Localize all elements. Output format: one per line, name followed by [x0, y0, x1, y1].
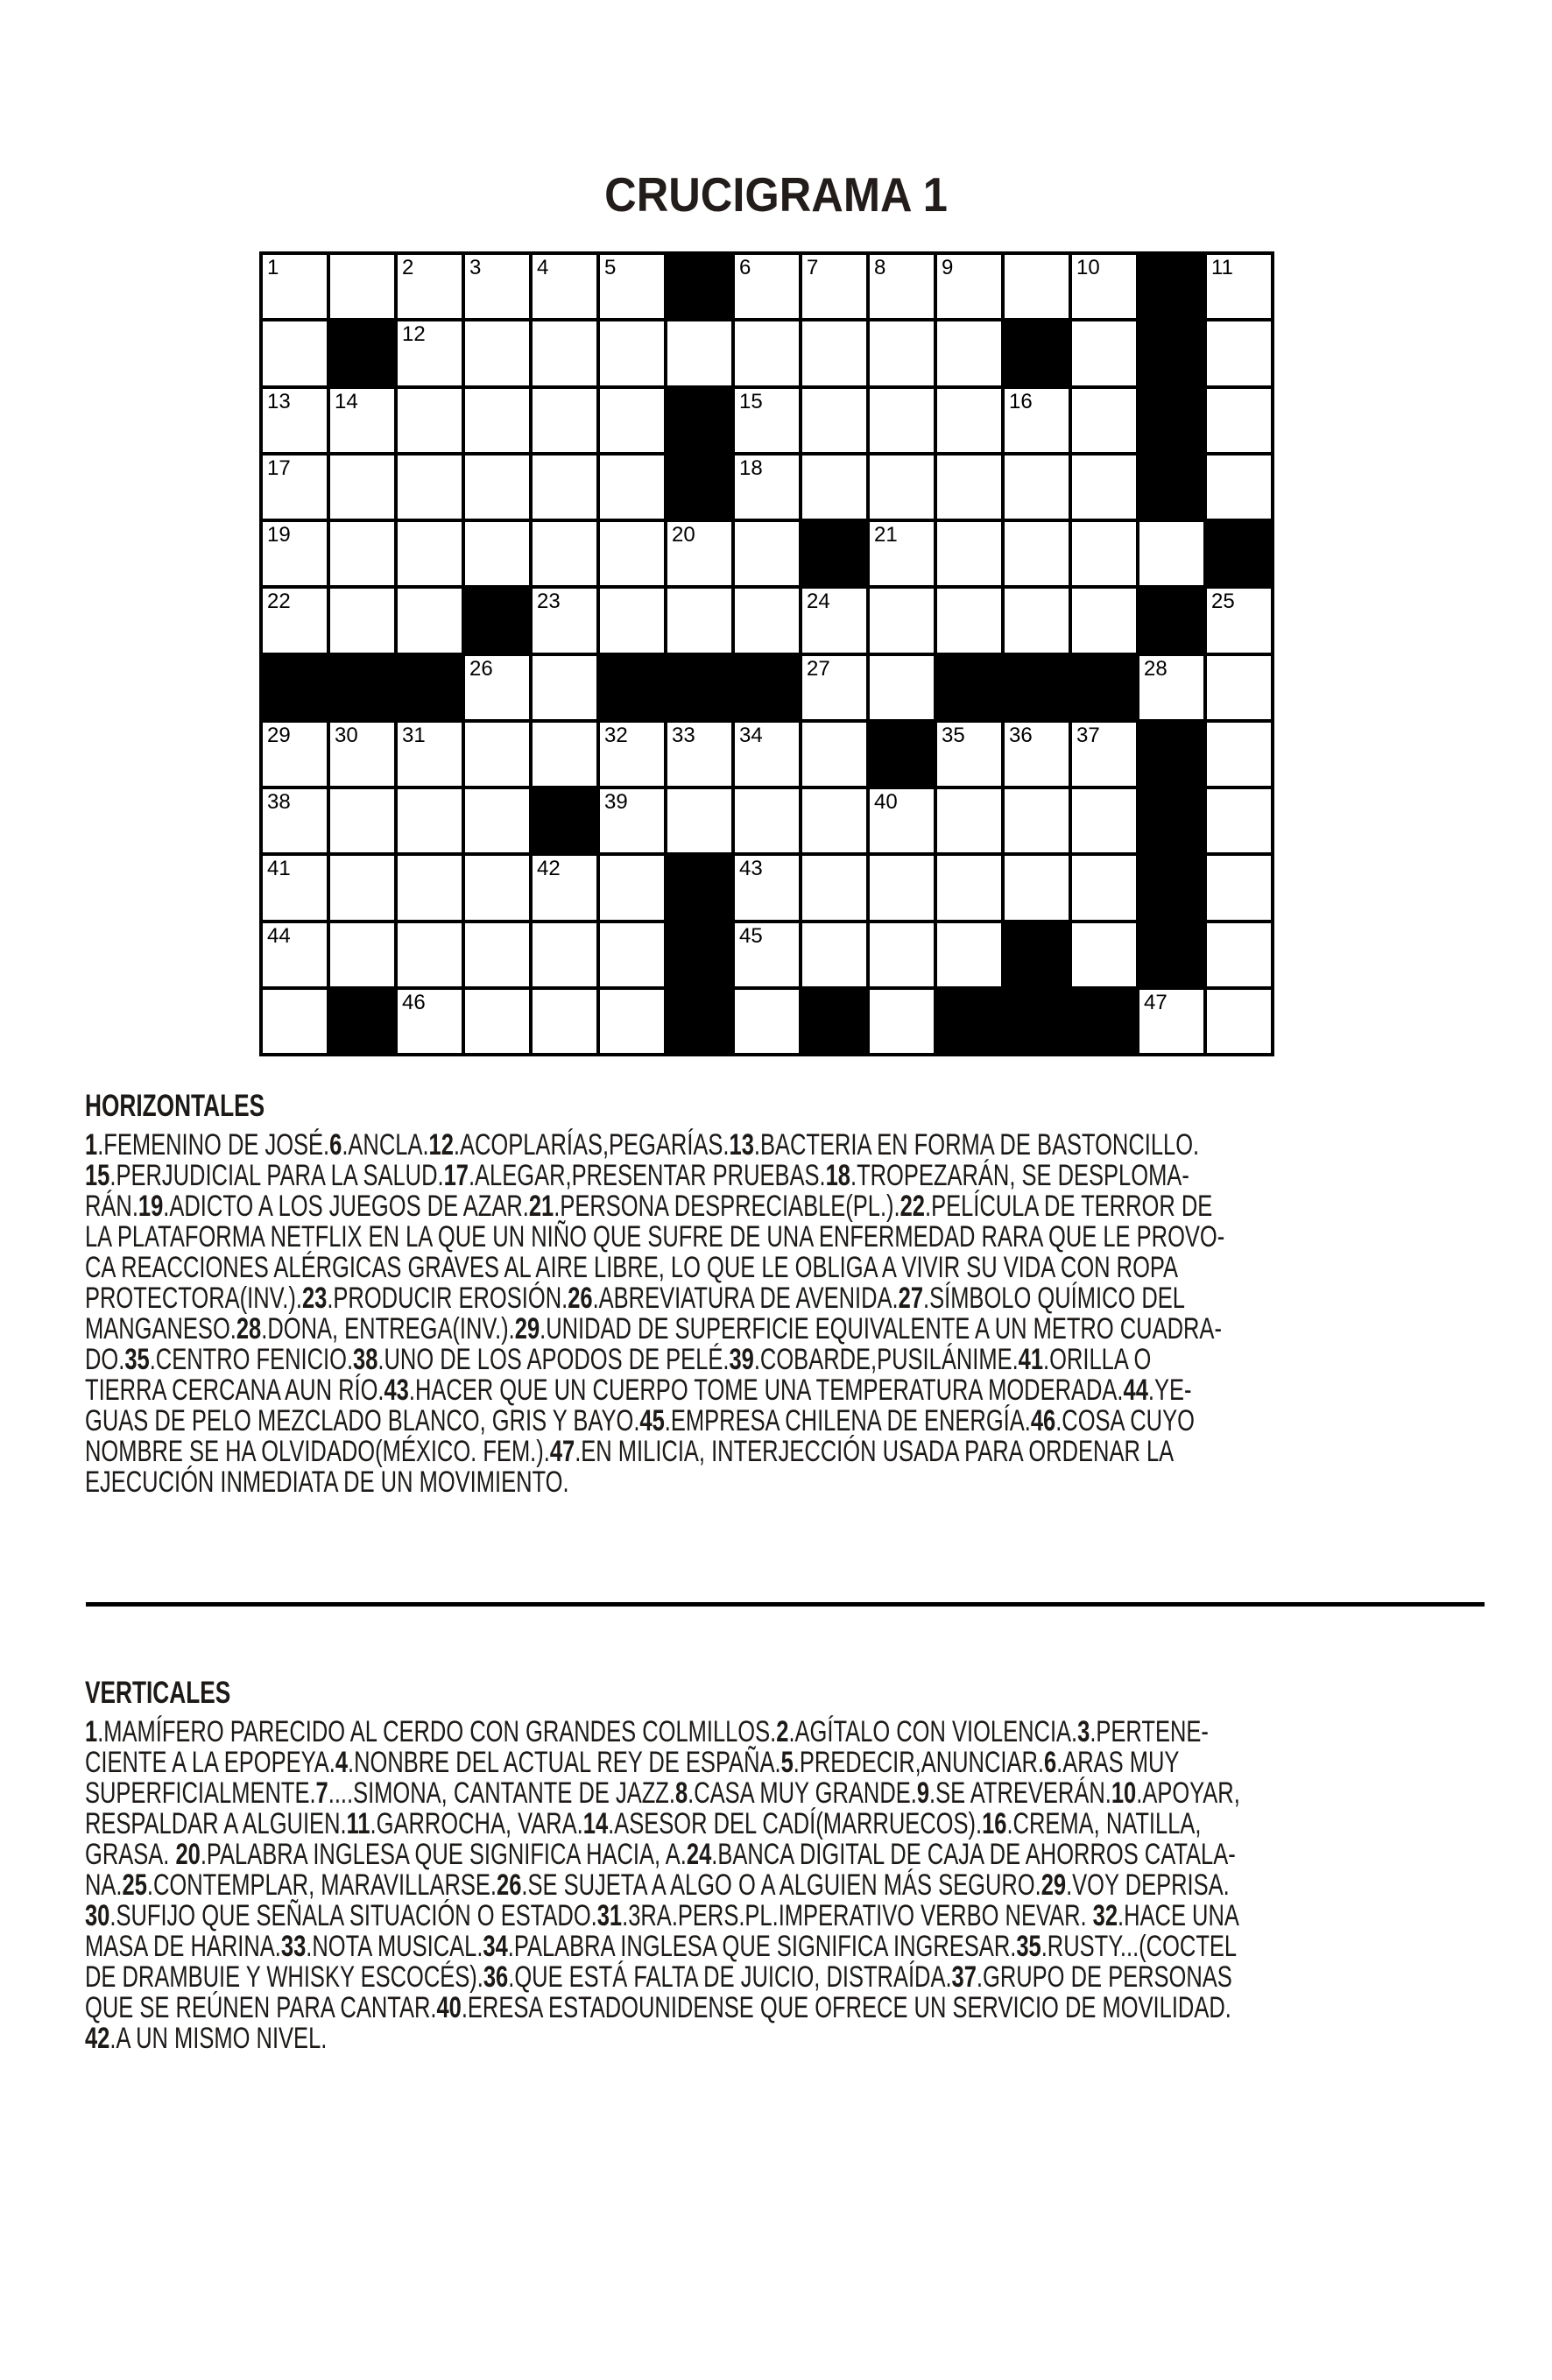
- grid-cell[interactable]: [870, 589, 934, 652]
- clue-number: 2: [402, 256, 414, 279]
- black-cell: [667, 255, 731, 318]
- grid-cell[interactable]: [330, 389, 394, 452]
- clue-number: 25: [1211, 590, 1235, 614]
- clue-number: 17: [267, 456, 291, 480]
- grid-cell[interactable]: [1005, 589, 1069, 652]
- grid-cell[interactable]: [1207, 389, 1271, 452]
- grid-cell[interactable]: [398, 389, 462, 452]
- black-cell: [1139, 255, 1203, 318]
- verticales-clues: 1.MAMÍFERO PARECIDO AL CERDO CON GRANDES COLMILLOS.2.AGÍTALO CON VIOLENCIA.3.PERTENE- CIENTE A LA EPOPEYA.4.NONBRE DEL ACTUAL REY DE ESPAÑA.5.PREDECIR,ANUNCIAR.6.ARAS MUY SUPERFICIALMENTE.7....SIMONA, CANTANTE DE JAZZ.8.CASA MUY GRANDE.9.SE ATREVERÁN.10.APOYAR, RESPALDAR A ALGUIEN.11.GARROCHA, VARA.14.ASESOR DEL CADÍ(MARRUECOS).16.CREMA, NATILLA, GRASA. 20.PALABRA INGLESA QUE SIGNIFICA HACIA, A.24.BANCA DIGITAL DE CAJA DE AHORROS CATALA- NA.25.CONTEMPLAR, MARAVILLARSE.26.SE SUJETA A ALGO O A ALGUIEN MÁS SEGURO.29.VOY DEPRISA. 30.SUFIJO QUE SEÑALA SITUACIÓN O ESTADO.31.3RA.PERS.PL.IMPERATIVO VERBO NEVAR. 32.HACE UNA MASA DE HARINA.33.NOTA MUSICAL.34.PALABRA INGLESA QUE SIGNIFICA INGRESAR.35.RUSTY...(COCTEL DE DRAMBUIE Y WHISKY ESCOCÉS).36.QUE ESTÁ FALTA DE JUICIO, DISTRAÍDA.37.GRUPO DE PERSONAS QUE SE REÚNEN PARA CANTAR.40.ERESA ESTADOUNIDENSE QUE OFRECE UN SERVICIO DE MOVILIDAD. 42.A UN MISMO NIVEL.: [85, 1715, 1240, 2055]
- clue-number: 14: [335, 389, 358, 413]
- grid-cell[interactable]: [465, 522, 529, 585]
- clue-number: 19: [267, 523, 291, 547]
- grid-cell[interactable]: [465, 389, 529, 452]
- black-cell: [330, 990, 394, 1053]
- grid-cell[interactable]: [330, 255, 394, 318]
- grid-cell[interactable]: [1072, 522, 1136, 585]
- grid-cell[interactable]: [937, 923, 1001, 986]
- grid-cell[interactable]: [1072, 456, 1136, 519]
- grid-cell[interactable]: [937, 589, 1001, 652]
- grid-cell[interactable]: [533, 856, 596, 919]
- black-cell: [533, 789, 596, 852]
- grid-cell[interactable]: [667, 589, 731, 652]
- clue-number: 8: [874, 256, 886, 279]
- grid-cell[interactable]: [735, 923, 799, 986]
- grid-cell[interactable]: [1072, 321, 1136, 385]
- grid-cell[interactable]: [600, 856, 664, 919]
- grid-cell[interactable]: [1005, 456, 1069, 519]
- grid-cell[interactable]: [398, 321, 462, 385]
- grid-cell[interactable]: [465, 723, 529, 786]
- grid-cell[interactable]: [398, 255, 462, 318]
- grid-cell[interactable]: [1005, 255, 1069, 318]
- clue-number: 47: [1144, 990, 1168, 1014]
- black-cell: [1139, 321, 1203, 385]
- grid-cell[interactable]: [465, 321, 529, 385]
- grid-cell[interactable]: [465, 990, 529, 1053]
- black-cell: [802, 522, 866, 585]
- grid-cell[interactable]: [398, 522, 462, 585]
- grid-cell[interactable]: [263, 389, 327, 452]
- black-cell: [1139, 589, 1203, 652]
- grid-cell[interactable]: [802, 723, 866, 786]
- grid-cell[interactable]: [533, 255, 596, 318]
- grid-cell[interactable]: [533, 923, 596, 986]
- black-cell: [667, 923, 731, 986]
- clue-number: 26: [469, 656, 493, 681]
- section-divider: [86, 1602, 1485, 1607]
- clue-number: 4: [537, 256, 549, 279]
- grid-cell[interactable]: [600, 389, 664, 452]
- grid-cell[interactable]: [263, 589, 327, 652]
- grid-cell[interactable]: [533, 389, 596, 452]
- horizontales-heading: HORIZONTALES: [85, 1089, 265, 1123]
- black-cell: [1139, 456, 1203, 519]
- clue-number: 35: [942, 723, 965, 747]
- verticales-heading: VERTICALES: [85, 1676, 231, 1710]
- grid-cell[interactable]: [600, 255, 664, 318]
- grid-cell[interactable]: [1207, 321, 1271, 385]
- grid-cell[interactable]: [600, 789, 664, 852]
- black-cell: [667, 990, 731, 1053]
- black-cell: [1005, 990, 1069, 1053]
- grid-cell[interactable]: [1207, 723, 1271, 786]
- grid-cell[interactable]: [465, 456, 529, 519]
- grid-cell[interactable]: [263, 456, 327, 519]
- grid-cell[interactable]: [465, 856, 529, 919]
- grid-cell[interactable]: [802, 789, 866, 852]
- clue-number: 15: [739, 389, 763, 413]
- clue-number: 44: [267, 923, 291, 948]
- grid-cell[interactable]: [533, 990, 596, 1053]
- black-cell: [263, 656, 327, 719]
- black-cell: [398, 656, 462, 719]
- black-cell: [1139, 923, 1203, 986]
- grid-cell[interactable]: [870, 389, 934, 452]
- clue-number: 43: [739, 857, 763, 881]
- black-cell: [1072, 656, 1136, 719]
- grid-cell[interactable]: [1005, 522, 1069, 585]
- grid-cell[interactable]: [937, 321, 1001, 385]
- grid-cell[interactable]: [870, 522, 934, 585]
- grid-cell[interactable]: [1207, 255, 1271, 318]
- grid-cell[interactable]: [735, 522, 799, 585]
- grid-cell[interactable]: [330, 723, 394, 786]
- grid-cell[interactable]: [802, 321, 866, 385]
- grid-cell[interactable]: [802, 456, 866, 519]
- grid-cell[interactable]: [533, 589, 596, 652]
- grid-cell[interactable]: [263, 923, 327, 986]
- grid-cell[interactable]: [398, 923, 462, 986]
- grid-cell[interactable]: [263, 990, 327, 1053]
- grid-cell[interactable]: [937, 723, 1001, 786]
- grid-cell[interactable]: [465, 923, 529, 986]
- clue-number: 37: [1076, 723, 1100, 747]
- grid-cell[interactable]: [667, 321, 731, 385]
- grid-cell[interactable]: [937, 389, 1001, 452]
- grid-cell[interactable]: [870, 321, 934, 385]
- grid-cell[interactable]: [870, 923, 934, 986]
- grid-cell[interactable]: [1207, 656, 1271, 719]
- page-title: CRUCIGRAMA 1: [604, 167, 948, 222]
- black-cell: [735, 656, 799, 719]
- grid-cell[interactable]: [1005, 723, 1069, 786]
- grid-cell[interactable]: [802, 856, 866, 919]
- grid-cell[interactable]: [330, 789, 394, 852]
- black-cell: [1005, 656, 1069, 719]
- grid-cell[interactable]: [937, 456, 1001, 519]
- grid-cell[interactable]: [263, 321, 327, 385]
- grid-cell[interactable]: [870, 789, 934, 852]
- grid-cell[interactable]: [1207, 990, 1271, 1053]
- grid-cell[interactable]: [600, 723, 664, 786]
- grid-cell[interactable]: [937, 255, 1001, 318]
- grid-cell[interactable]: [735, 990, 799, 1053]
- clue-number: 3: [469, 256, 482, 279]
- grid-cell[interactable]: [600, 923, 664, 986]
- clue-number: 5: [604, 256, 617, 279]
- clue-number: 39: [604, 790, 628, 814]
- black-cell: [1139, 789, 1203, 852]
- grid-cell[interactable]: [533, 522, 596, 585]
- grid-cell[interactable]: [735, 723, 799, 786]
- black-cell: [1139, 856, 1203, 919]
- clue-number: 29: [267, 723, 291, 747]
- clue-number: 32: [604, 723, 628, 747]
- grid-cell[interactable]: [802, 389, 866, 452]
- clue-number: 23: [537, 590, 561, 614]
- clue-number: 41: [267, 857, 291, 881]
- clue-number: 33: [672, 723, 695, 747]
- clue-number: 20: [672, 523, 695, 547]
- black-cell: [667, 456, 731, 519]
- grid-cell[interactable]: [937, 856, 1001, 919]
- grid-cell[interactable]: [802, 923, 866, 986]
- grid-cell[interactable]: [735, 389, 799, 452]
- grid-cell[interactable]: [533, 723, 596, 786]
- clue-number: 9: [942, 256, 954, 279]
- grid-cell[interactable]: [398, 789, 462, 852]
- grid-cell[interactable]: [330, 456, 394, 519]
- grid-cell[interactable]: [870, 255, 934, 318]
- grid-cell[interactable]: [802, 656, 866, 719]
- clue-number: 16: [1009, 389, 1033, 413]
- grid-cell[interactable]: [1072, 589, 1136, 652]
- grid-cell[interactable]: [263, 255, 327, 318]
- clue-number: 42: [537, 857, 561, 881]
- grid-cell[interactable]: [465, 255, 529, 318]
- grid-cell[interactable]: [533, 456, 596, 519]
- clue-number: 46: [402, 990, 426, 1014]
- grid-cell[interactable]: [802, 589, 866, 652]
- clue-number: 30: [335, 723, 358, 747]
- black-cell: [600, 656, 664, 719]
- grid-cell[interactable]: [1207, 456, 1271, 519]
- grid-cell[interactable]: [465, 789, 529, 852]
- grid-cell[interactable]: [1139, 522, 1203, 585]
- black-cell: [937, 656, 1001, 719]
- black-cell: [1139, 723, 1203, 786]
- grid-cell[interactable]: [263, 856, 327, 919]
- clue-number: 18: [739, 456, 763, 480]
- grid-cell[interactable]: [263, 522, 327, 585]
- clue-number: 34: [739, 723, 763, 747]
- grid-cell[interactable]: [1139, 656, 1203, 719]
- clue-number: 13: [267, 389, 291, 413]
- grid-cell[interactable]: [870, 856, 934, 919]
- black-cell: [667, 389, 731, 452]
- grid-cell[interactable]: [330, 589, 394, 652]
- grid-cell[interactable]: [937, 522, 1001, 585]
- clue-number: 38: [267, 790, 291, 814]
- grid-cell[interactable]: [398, 589, 462, 652]
- grid-cell[interactable]: [533, 656, 596, 719]
- grid-cell[interactable]: [398, 990, 462, 1053]
- black-cell: [465, 589, 529, 652]
- black-cell: [667, 656, 731, 719]
- grid-cell[interactable]: [667, 789, 731, 852]
- grid-cell[interactable]: [870, 990, 934, 1053]
- grid-cell[interactable]: [667, 723, 731, 786]
- grid-cell[interactable]: [1207, 856, 1271, 919]
- clue-number: 24: [807, 590, 830, 614]
- grid-cell[interactable]: [600, 522, 664, 585]
- grid-cell[interactable]: [802, 255, 866, 318]
- black-cell: [1207, 522, 1271, 585]
- black-cell: [667, 856, 731, 919]
- grid-cell[interactable]: [1005, 789, 1069, 852]
- horizontales-section: [85, 1091, 1432, 1498]
- clue-number: 21: [874, 523, 898, 547]
- black-cell: [1139, 389, 1203, 452]
- grid-cell[interactable]: [600, 321, 664, 385]
- clue-number: 27: [807, 656, 830, 681]
- grid-cell[interactable]: [1207, 589, 1271, 652]
- clue-number: 11: [1211, 256, 1233, 279]
- clue-number: 40: [874, 790, 898, 814]
- grid-cell[interactable]: [1072, 856, 1136, 919]
- grid-cell[interactable]: [600, 990, 664, 1053]
- grid-cell[interactable]: [735, 856, 799, 919]
- crossword-grid: [259, 251, 1274, 1056]
- clue-number: 1: [267, 256, 279, 279]
- clue-number: 7: [807, 256, 819, 279]
- grid-cell[interactable]: [1072, 255, 1136, 318]
- grid-cell[interactable]: [533, 321, 596, 385]
- black-cell: [330, 656, 394, 719]
- grid-cell[interactable]: [735, 456, 799, 519]
- grid-cell[interactable]: [600, 456, 664, 519]
- grid-cell[interactable]: [398, 456, 462, 519]
- black-cell: [1005, 321, 1069, 385]
- clue-number: 36: [1009, 723, 1033, 747]
- grid-cell[interactable]: [870, 456, 934, 519]
- black-cell: [1072, 990, 1136, 1053]
- grid-cell[interactable]: [398, 723, 462, 786]
- grid-cell[interactable]: [330, 856, 394, 919]
- grid-cell[interactable]: [735, 255, 799, 318]
- grid-cell[interactable]: [1072, 923, 1136, 986]
- grid-cell[interactable]: [1005, 389, 1069, 452]
- black-cell: [802, 990, 866, 1053]
- grid-cell[interactable]: [735, 321, 799, 385]
- grid-cell[interactable]: [1139, 990, 1203, 1053]
- grid-cell[interactable]: [330, 923, 394, 986]
- grid-cell[interactable]: [1072, 789, 1136, 852]
- grid-cell[interactable]: [1207, 923, 1271, 986]
- grid-cell[interactable]: [1072, 723, 1136, 786]
- grid-cell[interactable]: [398, 856, 462, 919]
- black-cell: [870, 723, 934, 786]
- verticales-section: [85, 1677, 1432, 2054]
- grid-cell[interactable]: [1207, 789, 1271, 852]
- clue-number: 28: [1144, 656, 1168, 681]
- grid-cell[interactable]: [330, 522, 394, 585]
- clue-number: 6: [739, 256, 751, 279]
- grid-cell[interactable]: [870, 656, 934, 719]
- clue-number: 12: [402, 322, 426, 347]
- black-cell: [1005, 923, 1069, 986]
- grid-cell[interactable]: [937, 789, 1001, 852]
- black-cell: [330, 321, 394, 385]
- horizontales-clues: 1.FEMENINO DE JOSÉ.6.ANCLA.12.ACOPLARÍAS,PEGARÍAS.13.BACTERIA EN FORMA DE BASTONCILLO. 15.PERJUDICIAL PARA LA SALUD.17.ALEGAR,PRESENTAR PRUEBAS.18.TROPEZARÁN, SE DESPLOMA- RÁN.19.ADICTO A LOS JUEGOS DE AZAR.21.PERSONA DESPRECIABLE(PL.).22.PELÍCULA DE TERROR DE LA PLATAFORMA NETFLIX EN LA QUE UN NIÑO QUE SUFRE DE UNA ENFERMEDAD RARA QUE LE PROVO- CA REACCIONES ALÉRGICAS GRAVES AL AIRE LIBRE, LO QUE LE OBLIGA A VIVIR SU VIDA CON ROPA PROTECTORA(INV.).23.PRODUCIR EROSIÓN.26.ABREVIATURA DE AVENIDA.27.SÍMBOLO QUÍMICO DEL MANGANESO.28.DONA, ENTREGA(INV.).29.UNIDAD DE SUPERFICIE EQUIVALENTE A UN METRO CUADRA- DO.35.CENTRO FENICIO.38.UNO DE LOS APODOS DE PELÉ.39.COBARDE,PUSILÁNIME.41.ORILLA O TIERRA CERCANA AUN RÍO.43.HACER QUE UN CUERPO TOME UNA TEMPERATURA MODERADA.44.YE- GUAS DE PELO MEZCLADO BLANCO, GRIS Y BAYO.45.EMPRESA CHILENA DE ENERGÍA.46.COSA CUYO NOMBRE SE HA OLVIDADO(MÉXICO. FEM.).47.EN MILICIA, INTERJECCIÓN USADA PARA ORDENAR LA EJECUCIÓN INMEDIATA DE UN MOVIMIENTO.: [85, 1128, 1225, 1499]
- grid-cell[interactable]: [465, 656, 529, 719]
- clue-number: 31: [402, 723, 426, 747]
- grid-cell[interactable]: [263, 723, 327, 786]
- clue-number: 45: [739, 923, 763, 948]
- grid-cell[interactable]: [1072, 389, 1136, 452]
- grid-cell[interactable]: [667, 522, 731, 585]
- clue-number: 10: [1076, 256, 1100, 279]
- black-cell: [937, 990, 1001, 1053]
- grid-cell[interactable]: [735, 589, 799, 652]
- grid-cell[interactable]: [263, 789, 327, 852]
- grid-cell[interactable]: [600, 589, 664, 652]
- grid-cell[interactable]: [1005, 856, 1069, 919]
- grid-cell[interactable]: [735, 789, 799, 852]
- clue-number: 22: [267, 590, 291, 614]
